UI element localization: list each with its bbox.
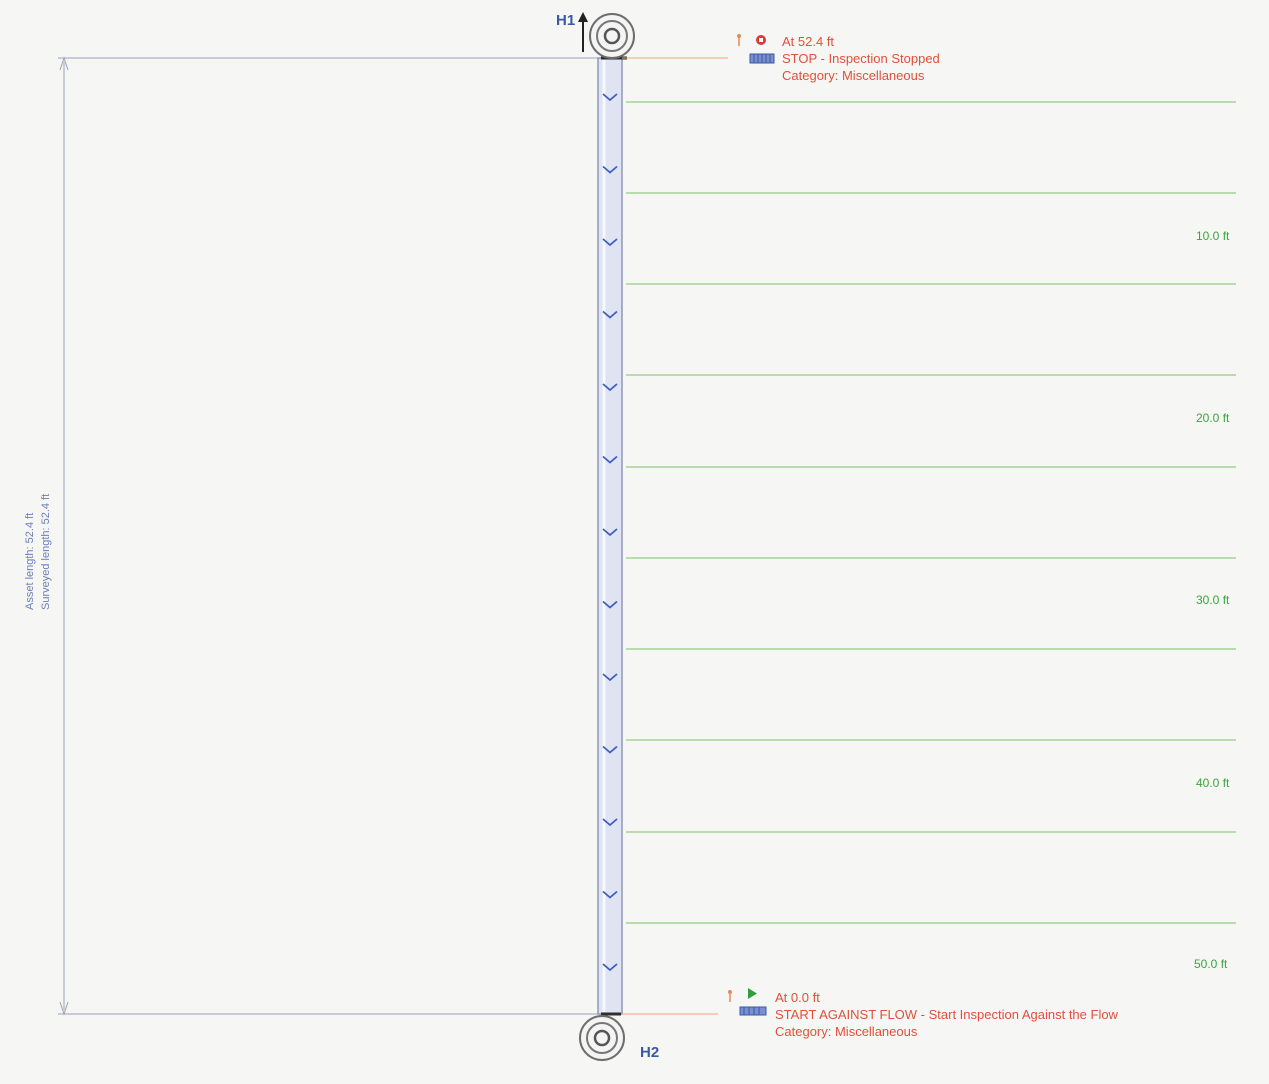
- observation-code-icon: [750, 54, 774, 63]
- manhole-icon[interactable]: [590, 14, 634, 58]
- observation-position: At 52.4 ft: [782, 34, 835, 49]
- observation-description: STOP - Inspection Stopped: [782, 51, 940, 66]
- pipe[interactable]: [598, 58, 627, 1014]
- play-icon[interactable]: [748, 988, 757, 999]
- asset-length-label: Asset length: 52.4 ft: [24, 512, 36, 610]
- observation-start[interactable]: [775, 989, 1118, 1040]
- dimension-line: [58, 58, 598, 1014]
- flow-arrow-icon: [578, 12, 588, 52]
- manhole-icon[interactable]: [580, 1016, 624, 1060]
- distance-label: 50.0 ft: [1194, 957, 1228, 971]
- asset-length-labels: [22, 465, 62, 625]
- pin-icon: [728, 990, 732, 1002]
- stop-icon[interactable]: [756, 35, 766, 45]
- pin-icon: [737, 34, 741, 46]
- surveyed-length-label: Surveyed length: 52.4 ft: [40, 493, 52, 610]
- distance-grid: [626, 102, 1236, 923]
- observation-stop[interactable]: [782, 33, 940, 84]
- observation-category: Category: Miscellaneous: [782, 68, 925, 83]
- distance-label: 20.0 ft: [1196, 411, 1230, 425]
- observation-position: At 0.0 ft: [775, 990, 820, 1005]
- observation-category: Category: Miscellaneous: [775, 1024, 918, 1039]
- manhole-label-top: H1: [556, 12, 576, 29]
- distance-label: 30.0 ft: [1196, 593, 1230, 607]
- distance-label: 40.0 ft: [1196, 776, 1230, 790]
- observation-code-icon: [740, 1007, 766, 1015]
- observation-description: START AGAINST FLOW - Start Inspection Against the Flow: [775, 1007, 1118, 1022]
- manhole-label-bottom: H2: [640, 1044, 660, 1061]
- distance-label: 10.0 ft: [1196, 229, 1230, 243]
